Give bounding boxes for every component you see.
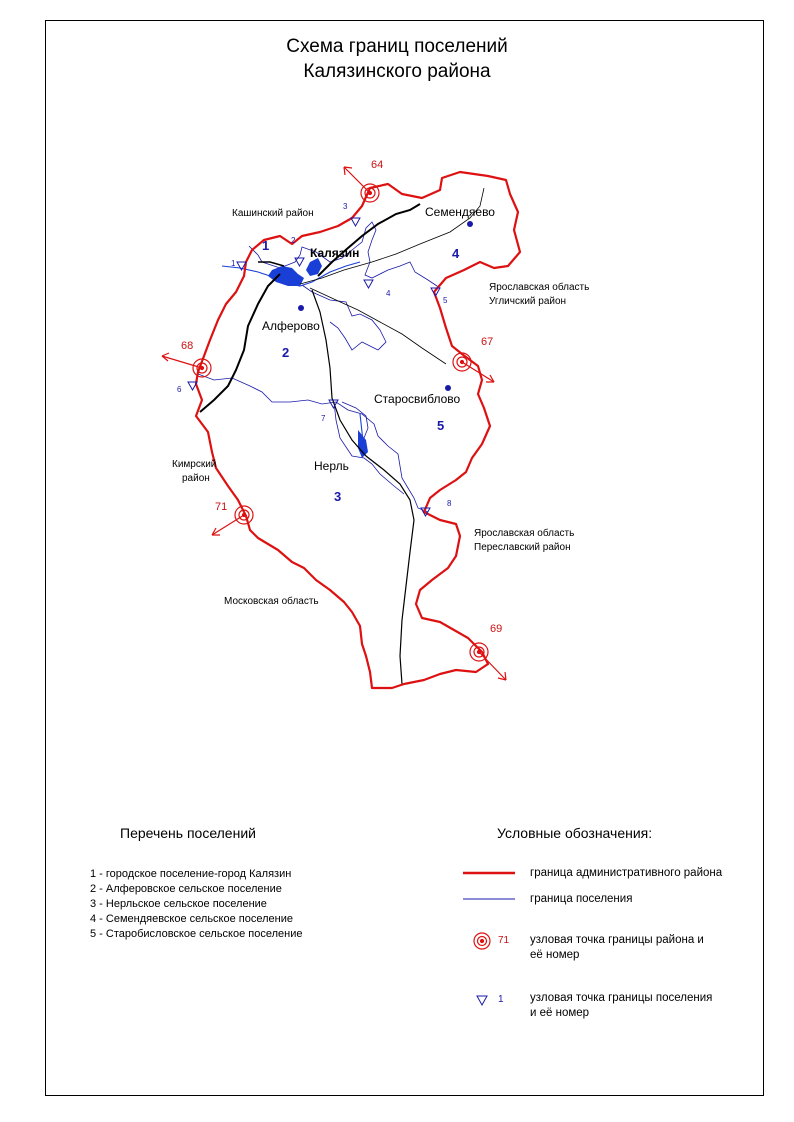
settlement-point-2-icon — [295, 258, 304, 266]
settlement-point-number-8: 8 — [447, 499, 452, 508]
yaroslavl-pereslavl-label-2: Переславский район — [474, 542, 571, 553]
legend-district-node-label: узловая точка границы района и её номер — [530, 934, 704, 961]
list-item: 2 - Алферовское сельское поселение — [90, 883, 282, 895]
capital-label: Калязин — [310, 246, 360, 260]
settlement-point-number-3: 3 — [343, 202, 348, 211]
kashin-district-label: Кашинский район — [232, 208, 314, 219]
map-title-line1: Схема границ поселений — [286, 36, 508, 57]
settlement-point-number-6: 6 — [177, 385, 182, 394]
settlement-point-4-icon — [364, 280, 373, 288]
settlement-number-3: 3 — [334, 489, 342, 504]
alferovo-label: Алферово — [262, 319, 320, 333]
map-title-line2: Калязинского района — [303, 61, 491, 82]
moscow-region-label: Московская область — [224, 596, 319, 607]
legend-district-border-label: граница административного района — [530, 867, 723, 879]
legend-district-node-icon — [474, 933, 490, 949]
district-node-number-64: 64 — [371, 159, 384, 171]
semendyaevo-dot — [467, 221, 473, 227]
settlement-number-5: 5 — [437, 418, 445, 433]
settlement-number-2: 2 — [282, 345, 290, 360]
settlement-point-number-5: 5 — [443, 296, 448, 305]
settlement-point-number-4: 4 — [386, 289, 391, 298]
settlement-number-1: 1 — [262, 238, 270, 253]
starosviblovo-label: Старосвиблово — [374, 392, 461, 406]
settlement-point-number-2: 2 — [291, 236, 296, 245]
legend-district-node-number: 71 — [498, 935, 510, 946]
district-node-markers — [162, 167, 506, 680]
district-node-number-71: 71 — [215, 501, 228, 513]
kimry-label-1: Кимрский — [172, 459, 217, 470]
kimry-label-2: район — [182, 473, 210, 484]
yaroslavl-uglich-label-2: Угличский район — [489, 296, 567, 307]
list-item: 5 - Старобисловское сельское поселение — [90, 928, 303, 940]
semendyaevo-label: Семендяево — [425, 205, 495, 219]
list-item: 1 - городское поселение-город Калязин — [90, 868, 292, 880]
legend-settlement-node-label: узловая точка границы поселения и её номер — [530, 992, 713, 1019]
legend-heading: Условные обозначения: — [497, 825, 653, 841]
district-node-67-icon — [453, 353, 494, 382]
list-item: 3 - Нерльское сельское поселение — [90, 898, 267, 910]
district-node-64-icon — [344, 167, 379, 202]
settlements-list-heading: Перечень поселений — [120, 825, 256, 841]
nerl-label: Нерль — [314, 459, 349, 473]
legend-settlement-node-number: 1 — [498, 994, 504, 1005]
district-node-number-67: 67 — [481, 336, 494, 348]
settlements-list — [90, 867, 303, 942]
legend-settlement-node-icon — [477, 996, 487, 1005]
yaroslavl-pereslavl-label-1: Ярославская область — [474, 528, 575, 539]
settlement-point-3-icon — [351, 218, 360, 226]
alferovo-dot — [298, 305, 304, 311]
settlement-point-number-7: 7 — [321, 414, 326, 423]
list-item: 4 - Семендяевское сельское поселение — [90, 913, 293, 925]
district-node-number-69: 69 — [490, 623, 503, 635]
starosviblovo-dot — [445, 385, 451, 391]
yaroslavl-uglich-label-1: Ярославская область — [489, 282, 590, 293]
district-node-69-icon — [470, 643, 506, 680]
settlement-point-number-1: 1 — [231, 259, 236, 268]
settlement-number-4: 4 — [452, 246, 460, 261]
district-node-number-68: 68 — [181, 340, 194, 352]
legend-settlement-border-label: граница поселения — [530, 893, 633, 905]
